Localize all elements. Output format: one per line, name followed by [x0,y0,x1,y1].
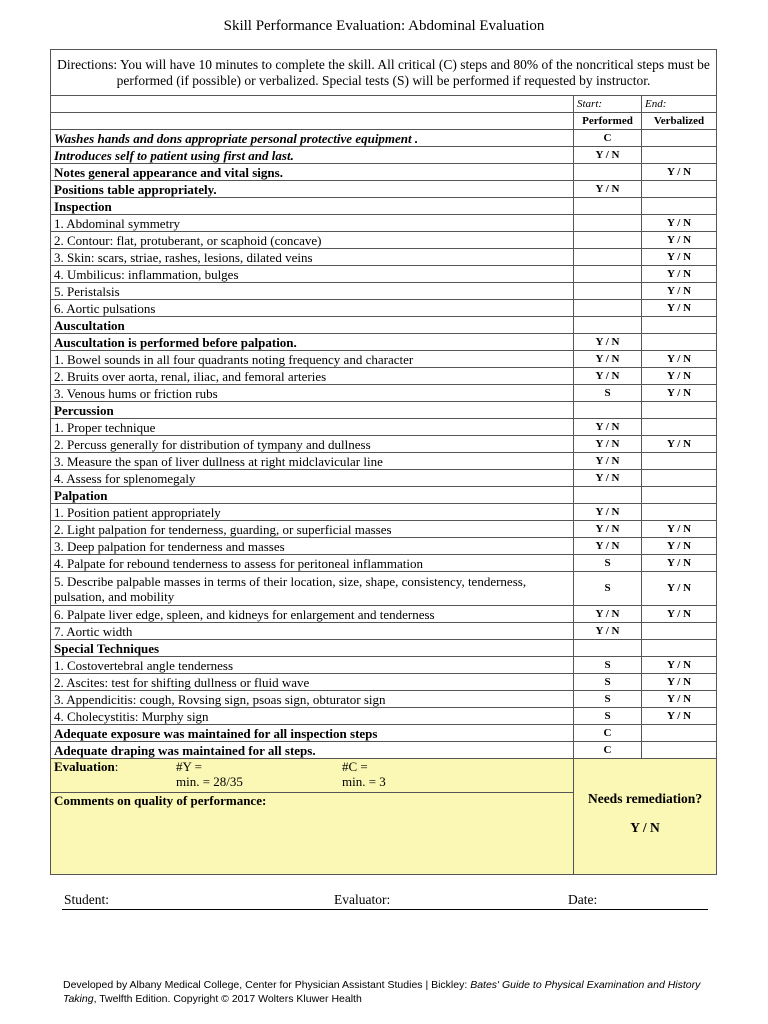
performed-cell[interactable]: Y / N [574,368,642,385]
step-label: Adequate draping was maintained for all steps. [51,742,574,759]
checklist-row [51,232,717,249]
checklist-row [51,351,717,368]
y-count-field[interactable]: #Y = [176,759,202,774]
evaluator-signature-label: Evaluator: [334,892,391,907]
checklist-row [51,725,717,742]
step-label: 4. Umbilicus: inflammation, bulges [51,266,574,283]
step-label: 1. Abdominal symmetry [51,215,574,232]
performed-cell[interactable]: S [574,674,642,691]
checklist-row [51,742,717,759]
checklist-row [51,266,717,283]
performed-cell[interactable]: S [574,555,642,572]
performed-cell[interactable]: Y / N [574,419,642,436]
step-label: 1. Costovertebral angle tenderness [51,657,574,674]
performed-cell[interactable]: Y / N [574,623,642,640]
performed-cell[interactable]: Y / N [574,436,642,453]
student-signature-label: Student: [64,892,110,907]
performed-cell [574,640,642,657]
performed-cell[interactable] [574,283,642,300]
section-heading: Percussion [51,402,574,419]
section-row [51,402,717,419]
checklist-row [51,436,717,453]
verbalized-cell[interactable] [642,453,717,470]
performed-cell[interactable]: Y / N [574,147,642,164]
verbalized-cell[interactable]: Y / N [642,215,717,232]
comments-field[interactable] [51,793,574,875]
checklist-row [51,419,717,436]
step-label: 4. Cholecystitis: Murphy sign [51,708,574,725]
step-label: Auscultation is performed before palpation. [51,334,574,351]
evaluation-cell [51,759,574,793]
performed-cell[interactable]: Y / N [574,181,642,198]
checklist-row [51,708,717,725]
blank-cell [51,96,574,113]
performed-cell [574,317,642,334]
verbalized-cell [642,198,717,215]
checklist-row [51,147,717,164]
verbalized-cell[interactable]: Y / N [642,249,717,266]
step-label: 1. Position patient appropriately [51,504,574,521]
verbalized-cell [642,487,717,504]
performed-cell[interactable] [574,300,642,317]
footer-book-title: Bates' Guide to Physical Examination and History Taking [63,979,701,1005]
remediation-choice[interactable]: Y / N [630,820,660,835]
checklist-row [51,691,717,708]
footer-suffix: , Twelfth Edition. Copyright © 2017 Wolters Kluwer Health [93,993,362,1005]
checklist-row [51,283,717,300]
verbalized-cell[interactable]: Y / N [642,538,717,555]
comments-label: Comments on quality of performance: [54,793,267,808]
c-minimum: min. = 3 [342,774,386,789]
directions-row [51,50,717,96]
evaluation-form-table [50,49,717,875]
checklist-row [51,538,717,555]
performed-cell [574,487,642,504]
performed-cell[interactable]: S [574,691,642,708]
verbalized-cell [642,640,717,657]
step-label: Notes general appearance and vital signs. [51,164,574,181]
checklist-row [51,181,717,198]
performed-cell[interactable] [574,266,642,283]
verbalized-cell[interactable] [642,470,717,487]
verbalized-cell[interactable] [642,130,717,147]
step-label: 6. Palpate liver edge, spleen, and kidneys for enlargement and tenderness [51,606,574,623]
performed-cell[interactable]: C [574,742,642,759]
performed-header: Performed [574,113,642,130]
verbalized-cell[interactable]: Y / N [642,266,717,283]
verbalized-cell[interactable]: Y / N [642,555,717,572]
step-label: 1. Bowel sounds in all four quadrants noting frequency and character [51,351,574,368]
directions-text: Directions: You will have 10 minutes to complete the skill. All critical (C) steps and 80% of the noncritical steps must be performed (if possible) or verbalized. Special tests (S) will be performed if requested by instructor. [51,50,717,96]
start-end-row [51,96,717,113]
verbalized-cell[interactable]: Y / N [642,657,717,674]
verbalized-cell[interactable] [642,334,717,351]
blank-cell [51,113,574,130]
verbalized-cell[interactable]: Y / N [642,300,717,317]
performed-cell[interactable] [574,164,642,181]
verbalized-cell[interactable] [642,504,717,521]
checklist-row [51,521,717,538]
step-label: 5. Describe palpable masses in terms of their location, size, shape, consistency, tenderness, pulsation, and mobility [51,572,574,606]
verbalized-cell[interactable]: Y / N [642,232,717,249]
step-label: 2. Light palpation for tenderness, guarding, or superficial masses [51,521,574,538]
verbalized-cell[interactable]: Y / N [642,691,717,708]
step-label: 3. Appendicitis: cough, Rovsing sign, psoas sign, obturator sign [51,691,574,708]
step-label: 3. Deep palpation for tenderness and masses [51,538,574,555]
performed-cell[interactable]: C [574,130,642,147]
performed-cell[interactable] [574,249,642,266]
checklist-row [51,300,717,317]
step-label: 2. Ascites: test for shifting dullness or fluid wave [51,674,574,691]
checklist-row [51,674,717,691]
checklist-row [51,623,717,640]
step-label: 1. Proper technique [51,419,574,436]
verbalized-cell[interactable]: Y / N [642,283,717,300]
verbalized-cell[interactable] [642,725,717,742]
performed-cell[interactable]: S [574,657,642,674]
verbalized-cell[interactable]: Y / N [642,164,717,181]
verbalized-cell[interactable] [642,623,717,640]
section-heading: Special Techniques [51,640,574,657]
step-label: 5. Peristalsis [51,283,574,300]
c-count-field[interactable]: #C = [342,759,368,774]
performed-cell[interactable]: S [574,572,642,606]
step-label: 2. Contour: flat, protuberant, or scaphoid (concave) [51,232,574,249]
performed-cell[interactable]: C [574,725,642,742]
verbalized-cell[interactable]: Y / N [642,572,717,606]
verbalized-header: Verbalized [642,113,717,130]
verbalized-cell[interactable]: Y / N [642,708,717,725]
verbalized-cell[interactable]: Y / N [642,521,717,538]
performed-cell[interactable]: Y / N [574,334,642,351]
verbalized-cell[interactable] [642,419,717,436]
step-label: 4. Assess for splenomegaly [51,470,574,487]
step-label: Adequate exposure was maintained for all inspection steps [51,725,574,742]
verbalized-cell[interactable]: Y / N [642,368,717,385]
verbalized-cell [642,317,717,334]
step-label: Positions table appropriately. [51,181,574,198]
performed-cell [574,402,642,419]
date-label: Date: [568,892,598,907]
checklist-row [51,453,717,470]
y-minimum: min. = 28/35 [176,774,243,789]
step-label: 2. Percuss generally for distribution of tympany and dullness [51,436,574,453]
footer-prefix: Developed by Albany Medical College, Center for Physician Assistant Studies | Bickley: [63,979,471,991]
signature-line [62,892,708,910]
checklist-row [51,215,717,232]
verbalized-cell[interactable]: Y / N [642,385,717,402]
verbalized-cell[interactable] [642,181,717,198]
remediation-label: Needs remediation? [587,791,703,806]
verbalized-cell[interactable]: Y / N [642,606,717,623]
verbalized-cell[interactable]: Y / N [642,674,717,691]
checklist-row [51,368,717,385]
evaluation-row [51,759,717,793]
step-label: 3. Venous hums or friction rubs [51,385,574,402]
section-heading: Inspection [51,198,574,215]
performed-cell[interactable]: Y / N [574,453,642,470]
section-row [51,487,717,504]
evaluation-label: Evaluation: [54,759,119,774]
column-header-row [51,113,717,130]
step-label: 3. Skin: scars, striae, rashes, lesions, dilated veins [51,249,574,266]
start-label: Start: [574,96,642,113]
checklist-row [51,555,717,572]
verbalized-cell [642,402,717,419]
performed-cell[interactable]: Y / N [574,504,642,521]
checklist-row [51,572,717,606]
performed-cell[interactable]: S [574,708,642,725]
checklist-row [51,164,717,181]
step-label: 4. Palpate for rebound tenderness to assess for peritoneal inflammation [51,555,574,572]
performed-cell[interactable]: Y / N [574,538,642,555]
performed-cell[interactable] [574,232,642,249]
checklist-row [51,249,717,266]
page-title: Skill Performance Evaluation: Abdominal Evaluation [223,18,545,34]
footer-credit [63,978,723,1006]
performed-cell[interactable]: S [574,385,642,402]
performed-cell [574,198,642,215]
section-heading: Auscultation [51,317,574,334]
verbalized-cell[interactable] [642,742,717,759]
checklist-row [51,657,717,674]
section-row [51,198,717,215]
step-label: 7. Aortic width [51,623,574,640]
verbalized-cell[interactable] [642,147,717,164]
end-label: End: [642,96,717,113]
step-label: 2. Bruits over aorta, renal, iliac, and femoral arteries [51,368,574,385]
section-heading: Palpation [51,487,574,504]
checklist-row [51,130,717,147]
checklist-row [51,504,717,521]
performed-cell[interactable]: Y / N [574,351,642,368]
checklist-row [51,334,717,351]
performed-cell[interactable] [574,215,642,232]
remediation-cell [574,759,717,875]
section-row [51,317,717,334]
step-label: Introduces self to patient using first and last. [51,147,574,164]
step-label: Washes hands and dons appropriate personal protective equipment . [51,130,574,147]
performed-cell[interactable]: Y / N [574,470,642,487]
verbalized-cell[interactable]: Y / N [642,436,717,453]
section-row [51,640,717,657]
step-label: 3. Measure the span of liver dullness at right midclavicular line [51,453,574,470]
performed-cell[interactable]: Y / N [574,606,642,623]
checklist-row [51,385,717,402]
checklist-row [51,606,717,623]
performed-cell[interactable]: Y / N [574,521,642,538]
verbalized-cell[interactable]: Y / N [642,351,717,368]
step-label: 6. Aortic pulsations [51,300,574,317]
checklist-row [51,470,717,487]
